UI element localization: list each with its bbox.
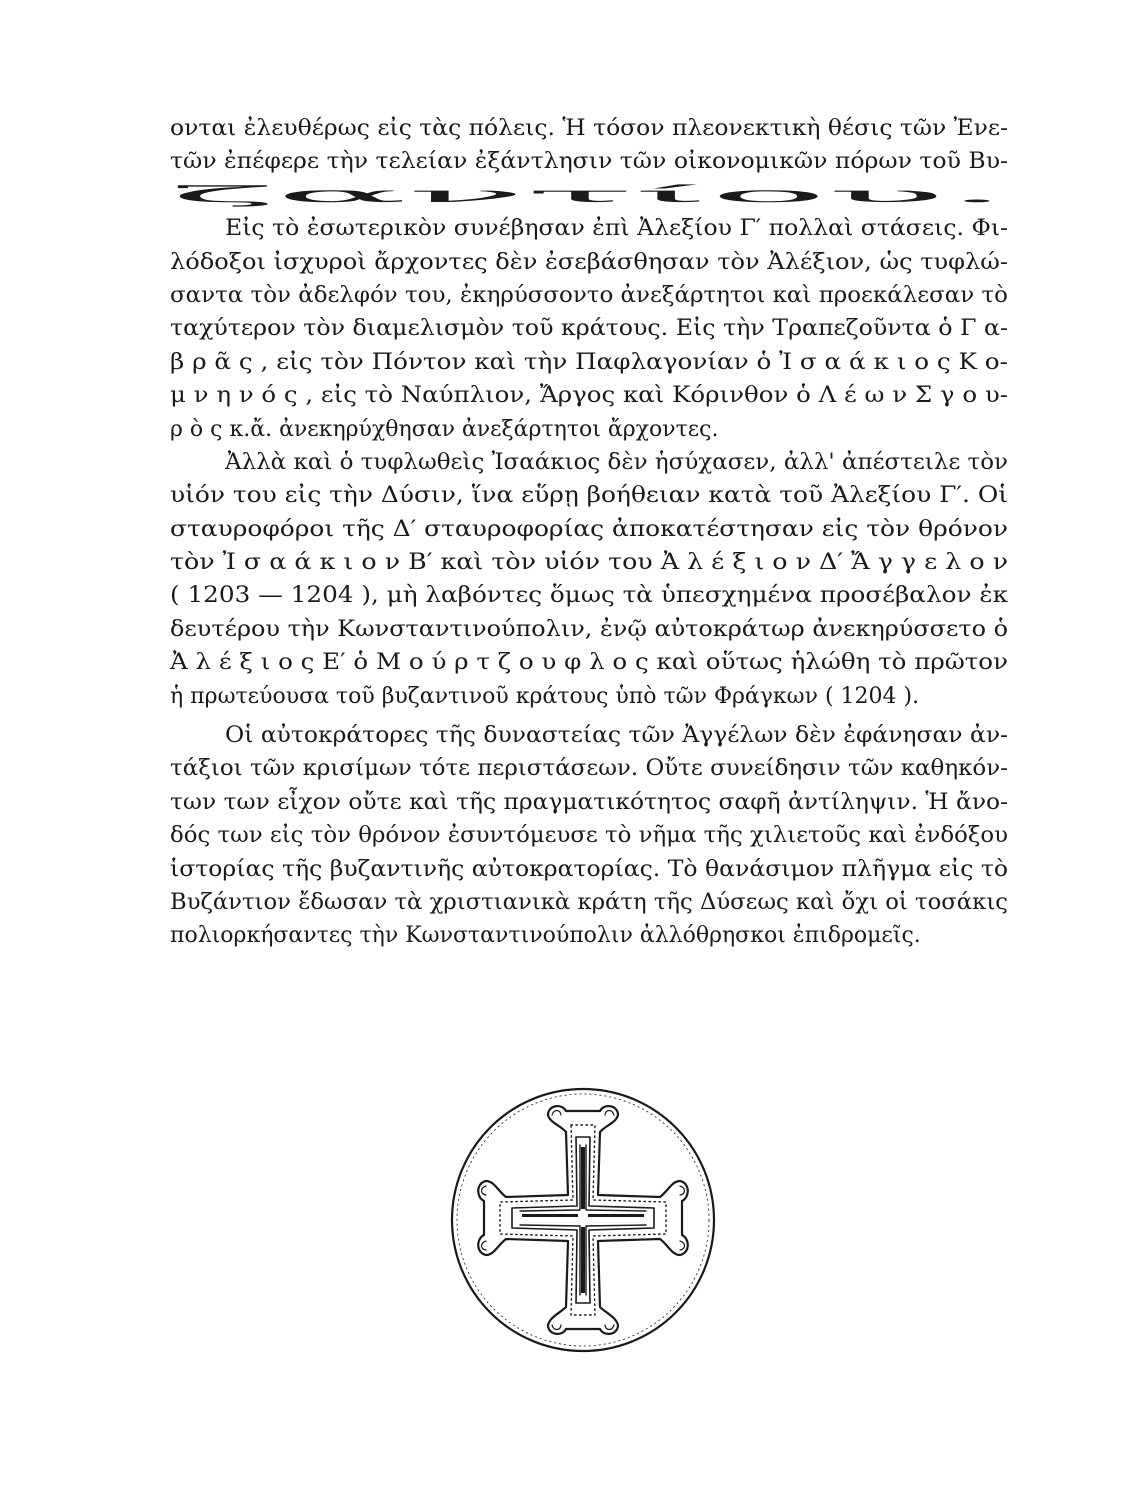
text-line: ρ ὸ ς κ.ἄ. ἀνεκηρύχθησαν ἀνεξάρτητοι ἄρχοντες. (170, 416, 719, 442)
text-line: Ἀ λ έ ξ ι ο ς Ε′ ὁ Μ ο ύ ρ τ ζ ο υ φ λ ο ς καὶ οὕτως ἡλώθη τὸ πρῶτον (170, 650, 1008, 676)
text-line: των των εἶχον οὔτε καὶ τῆς πραγματικότητος σαφῆ ἀντίληψιν. Ἡ ἄνο- (170, 789, 1008, 815)
text-line: υἱόν του εἰς τὴν Δύσιν, ἵνα εὕρῃ βοήθειαν κατὰ τοῦ Ἀλεξίου Γ′. Οἱ (170, 483, 1008, 509)
text-line: τὸν Ἰ σ α ά κ ι ο ν Β′ καὶ τὸν υἱόν του Ἀ λ έ ξ ι ο ν Δ′ Ἄ γ γ ε λ ο ν (170, 550, 1008, 576)
text-line: λόδοξοι ἰσχυροὶ ἄρχοντες δὲν ἐσεβάσθησαν τὸν Ἀλέξιον, ὡς τυφλώ- (170, 249, 1008, 275)
text-line: ονται ἐλευθέρως εἰς τὰς πόλεις. Ἡ τόσον πλεονεκτικὴ θέσις τῶν Ἐνε- (170, 116, 1008, 141)
text-line: Ἀλλὰ καὶ ὁ τυφλωθεὶς Ἰσαάκιος δὲν ἡσύχασεν, ἀλλ' ἀπέστειλε τὸν (225, 449, 1008, 475)
text-line: Βυζάντιον ἔδωσαν τὰ χριστιανικὰ κράτη τῆς Δύσεως καὶ ὄχι οἱ τοσάκις (170, 889, 1008, 915)
text-line: ἡ πρωτεύουσα τοῦ βυζαντινοῦ κράτους ὑπὸ τῶν Φράγκων ( 1204 ). (170, 683, 920, 709)
text-line: πολιορκήσαντες τὴν Κωνσταντινούπολιν ἀλλόθρησκοι ἐπιδρομεῖς. (170, 923, 921, 949)
body-text (170, 112, 1008, 953)
text-line: ταχύτερον τὸν διαμελισμὸν τοῦ κράτους. Εἰς τὴν Τραπεζοῦντα ὁ Γ α- (170, 316, 1008, 342)
text-line: σταυροφόροι τῆς Δ′ σταυροφορίας ἀποκατέστησαν εἰς τὸν θρόνον (170, 516, 1008, 542)
text-line: τάξιοι τῶν κρισίμων τότε περιστάσεων. Οὔτε συνείδησιν τῶν καθηκόν- (170, 756, 1008, 782)
text-line: τῶν ἐπέφερε τὴν τελείαν ἐξάντλησιν τῶν οἰκονομικῶν πόρων τοῦ Βυ- (170, 149, 1008, 175)
text-line: δευτέρου τὴν Κωνσταντινούπολιν, ἐνῷ αὐτοκράτωρ ἀνεκηρύσσετο ὁ (170, 616, 1008, 642)
text-line: β ρ ᾶ ς , εἰς τὸν Πόντον καὶ τὴν Παφλαγονίαν ὁ Ἰ σ α ά κ ι ο ς Κ ο- (170, 349, 1008, 375)
text-line: σαντα τὸν ἀδελφόν του, ἐκηρύσσοντο ἀνεξάρτητοι καὶ προεκάλεσαν τὸ (170, 282, 1008, 308)
text-line: ( 1203 — 1204 ), μὴ λαβόντες ὅμως τὰ ὑπεσχημένα προσέβαλον ἐκ (170, 583, 1008, 609)
cross-coin-icon (448, 1085, 718, 1355)
text-line: μ ν η ν ό ς , εἰς τὸ Ναύπλιον, Ἄργος καὶ Κόρινθον ὁ Λ έ ω ν Σ γ ο υ- (170, 383, 1008, 409)
text-line: ἱστορίας τῆς βυζαντινῆς αὐτοκρατορίας. Τὸ θανάσιμον πλῆγμα εἰς τὸ (170, 856, 1008, 882)
text-line: Εἰς τὸ ἐσωτερικὸν συνέβησαν ἐπὶ Ἀλεξίου Γ′ πολλαὶ στάσεις. Φι- (225, 216, 1008, 242)
text-line: δός των εἰς τὸν θρόνον ἐσυντόμευσε τὸ νῆμα τῆς χιλιετοῦς καὶ ἐνδόξου (170, 823, 1008, 849)
text-line: Οἱ αὐτοκράτορες τῆς δυναστείας τῶν Ἀγγέλων δὲν ἐφάνησαν ἀν- (225, 723, 1008, 749)
byzantine-coin-cross-emblem (448, 1085, 718, 1355)
text-line: ζαντίου. (170, 182, 1008, 208)
